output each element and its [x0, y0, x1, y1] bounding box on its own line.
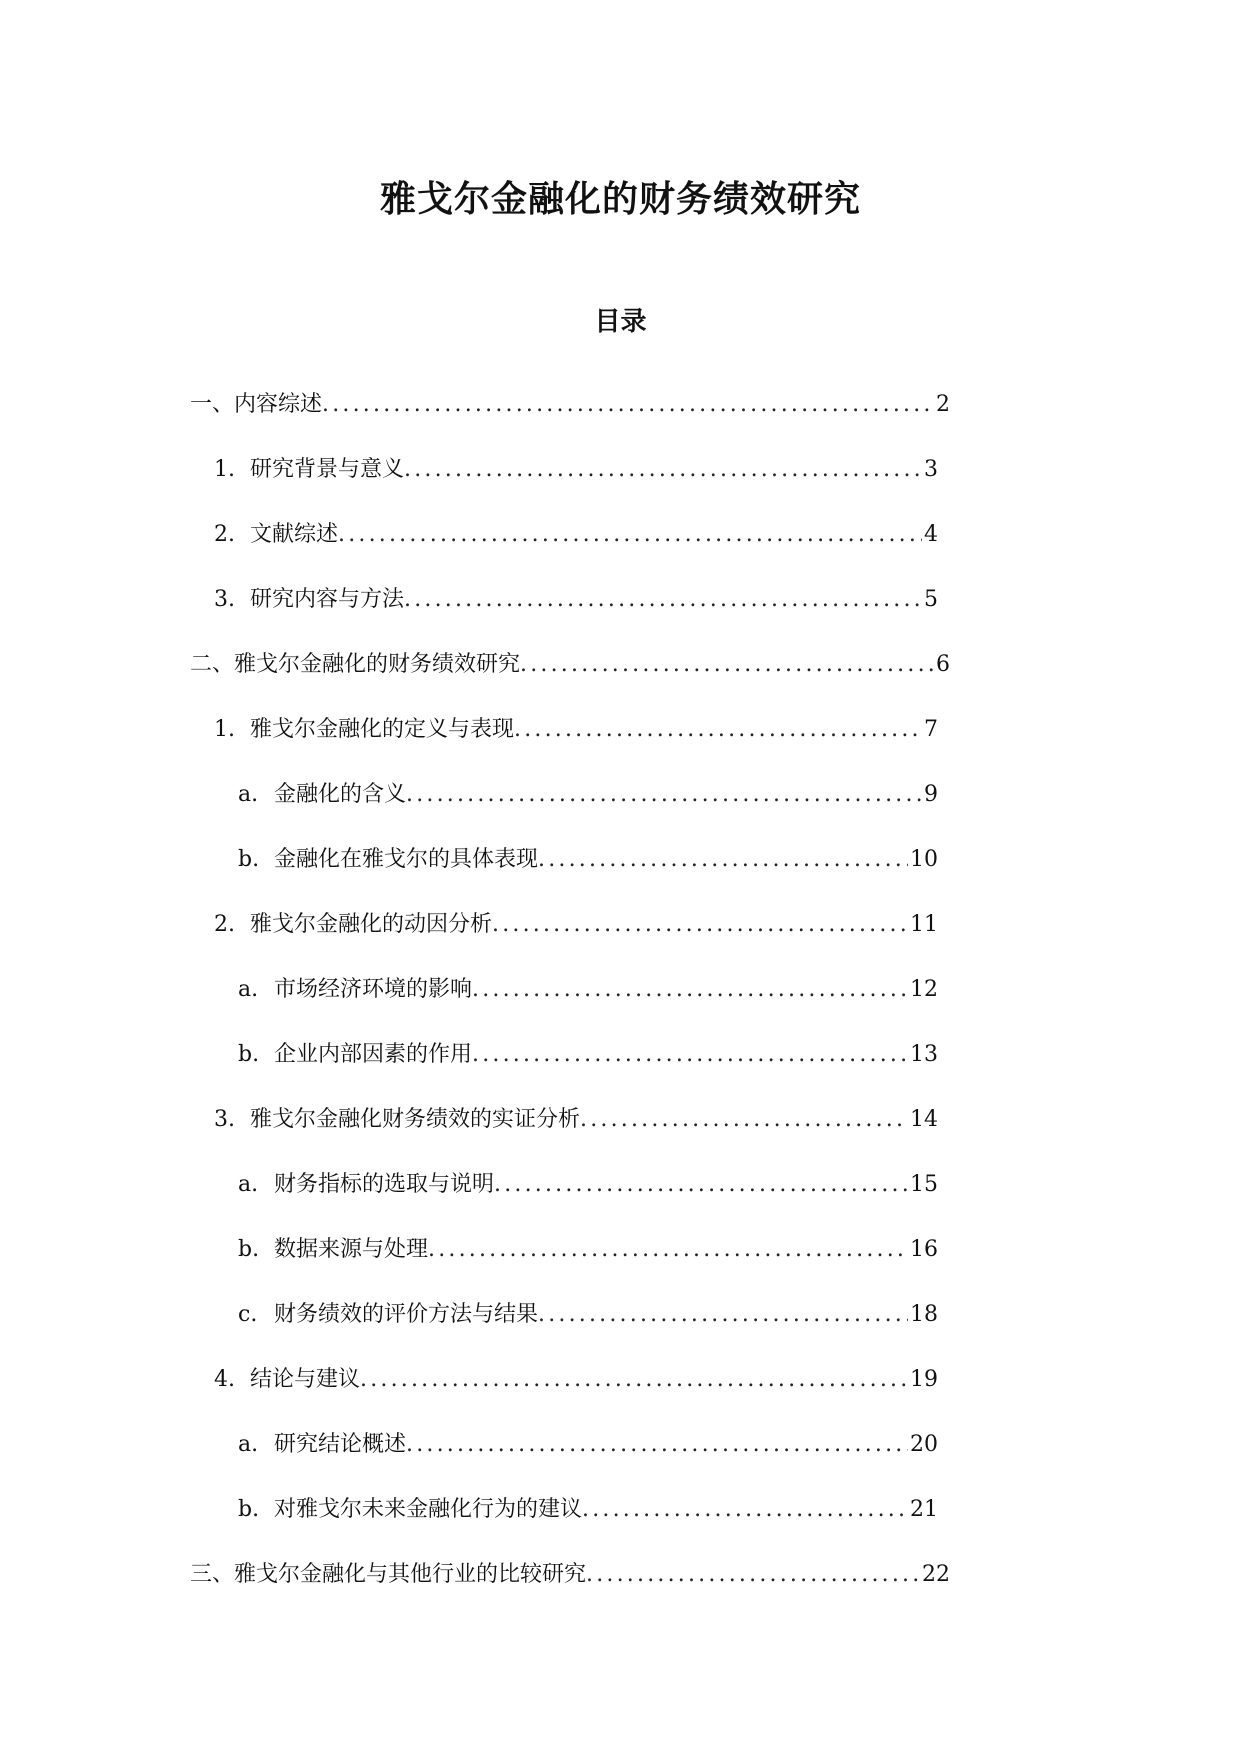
toc-entry-title: 金融化在雅戈尔的具体表现: [274, 847, 539, 872]
toc-entry-title: 结论与建议: [250, 1367, 361, 1392]
toc-entry[interactable]: [190, 513, 938, 578]
dot-leader: [538, 1293, 908, 1337]
toc-entry-page: 15: [910, 1172, 938, 1197]
toc-entry[interactable]: [190, 578, 938, 643]
table-of-contents: [190, 383, 950, 1618]
dot-leader: [322, 383, 934, 427]
toc-entry-page: 10: [910, 847, 938, 872]
toc-entry-title: 研究结论概述: [274, 1432, 407, 1457]
toc-entry-title: 文献综述: [250, 522, 339, 547]
toc-entry-page: 3: [924, 457, 938, 482]
toc-entry-page: 6: [936, 652, 950, 677]
toc-entry-title: 雅戈尔金融化财务绩效的实证分析: [250, 1107, 581, 1132]
toc-entry-title: 雅戈尔金融化的定义与表现: [250, 717, 515, 742]
dot-leader: [586, 1553, 920, 1597]
document-title: 雅戈尔金融化的财务绩效研究: [379, 178, 861, 221]
toc-entry-page: 11: [910, 912, 938, 937]
dot-leader: [338, 513, 922, 557]
toc-entry-title: 内容综述: [234, 392, 323, 417]
toc-entry-title: 数据来源与处理: [274, 1237, 429, 1262]
toc-entry-title: 对雅戈尔未来金融化行为的建议: [274, 1497, 583, 1522]
toc-entry-number: 3.: [214, 587, 235, 612]
toc-entry-page: 22: [922, 1562, 950, 1587]
toc-entry[interactable]: [190, 1033, 938, 1098]
toc-entry-number: c.: [238, 1302, 258, 1327]
toc-entry[interactable]: [190, 1293, 938, 1358]
dot-leader: [492, 903, 908, 947]
dot-leader: [582, 1488, 908, 1532]
toc-entry-number: a.: [238, 1432, 259, 1457]
toc-entry[interactable]: [190, 448, 938, 513]
toc-entry-title: 市场经济环境的影响: [274, 977, 473, 1002]
toc-entry-number: 三、: [190, 1562, 235, 1587]
toc-entry[interactable]: [190, 383, 950, 448]
dot-leader: [406, 1423, 908, 1467]
toc-entry-page: 20: [910, 1432, 938, 1457]
dot-leader: [360, 1358, 908, 1402]
toc-entry-title: 企业内部因素的作用: [274, 1042, 473, 1067]
toc-entry-number: 1.: [214, 717, 235, 742]
toc-entry-page: 19: [910, 1367, 938, 1392]
dot-leader: [472, 1033, 908, 1077]
dot-leader: [494, 1163, 908, 1207]
toc-entry[interactable]: [190, 773, 938, 838]
toc-entry-number: b.: [238, 1497, 260, 1522]
toc-entry-number: 1.: [214, 457, 235, 482]
toc-entry-title: 财务指标的选取与说明: [274, 1172, 495, 1197]
toc-entry-title: 雅戈尔金融化的财务绩效研究: [234, 652, 521, 677]
toc-entry-number: 二、: [190, 652, 235, 677]
toc-entry-number: 一、: [190, 392, 235, 417]
toc-entry[interactable]: [190, 1228, 938, 1293]
dot-leader: [404, 578, 922, 622]
toc-entry-page: 18: [910, 1302, 938, 1327]
toc-entry[interactable]: [190, 1098, 938, 1163]
toc-entry[interactable]: [190, 838, 938, 903]
toc-entry-title: 雅戈尔金融化的动因分析: [250, 912, 493, 937]
toc-entry-number: 3.: [214, 1107, 235, 1132]
toc-entry-number: 4.: [214, 1367, 235, 1392]
dot-leader: [428, 1228, 908, 1272]
dot-leader: [520, 643, 934, 687]
toc-heading: 目录: [594, 306, 647, 337]
toc-entry-title: 金融化的含义: [274, 782, 407, 807]
toc-entry-number: b.: [238, 847, 260, 872]
dot-leader: [514, 708, 922, 752]
toc-entry[interactable]: [190, 643, 950, 708]
toc-entry-title: 研究背景与意义: [250, 457, 405, 482]
toc-entry-title: 研究内容与方法: [250, 587, 405, 612]
toc-entry-page: 5: [924, 587, 938, 612]
toc-entry-number: a.: [238, 977, 259, 1002]
dot-leader: [580, 1098, 908, 1142]
dot-leader: [404, 448, 922, 492]
toc-entry-page: 14: [910, 1107, 938, 1132]
toc-entry[interactable]: [190, 1423, 938, 1488]
toc-entry-page: 16: [910, 1237, 938, 1262]
toc-entry-title: 财务绩效的评价方法与结果: [274, 1302, 539, 1327]
toc-entry-page: 2: [936, 392, 950, 417]
dot-leader: [406, 773, 922, 817]
toc-entry-number: 2.: [214, 912, 235, 937]
toc-entry[interactable]: [190, 708, 938, 773]
toc-entry-number: b.: [238, 1042, 260, 1067]
toc-entry-page: 7: [924, 717, 938, 742]
toc-entry-page: 12: [910, 977, 938, 1002]
toc-entry[interactable]: [190, 903, 938, 968]
toc-entry-number: a.: [238, 1172, 259, 1197]
toc-entry[interactable]: [190, 1488, 938, 1553]
toc-entry-page: 21: [910, 1497, 938, 1522]
toc-entry[interactable]: [190, 1553, 950, 1618]
toc-entry-number: b.: [238, 1237, 260, 1262]
toc-entry-title: 雅戈尔金融化与其他行业的比较研究: [234, 1562, 587, 1587]
toc-entry[interactable]: [190, 1358, 938, 1423]
toc-entry-number: 2.: [214, 522, 235, 547]
dot-leader: [472, 968, 908, 1012]
toc-entry[interactable]: [190, 1163, 938, 1228]
toc-entry-number: a.: [238, 782, 259, 807]
toc-entry[interactable]: [190, 968, 938, 1033]
toc-entry-page: 9: [924, 782, 938, 807]
dot-leader: [538, 838, 908, 882]
toc-entry-page: 4: [924, 522, 938, 547]
toc-entry-page: 13: [910, 1042, 938, 1067]
